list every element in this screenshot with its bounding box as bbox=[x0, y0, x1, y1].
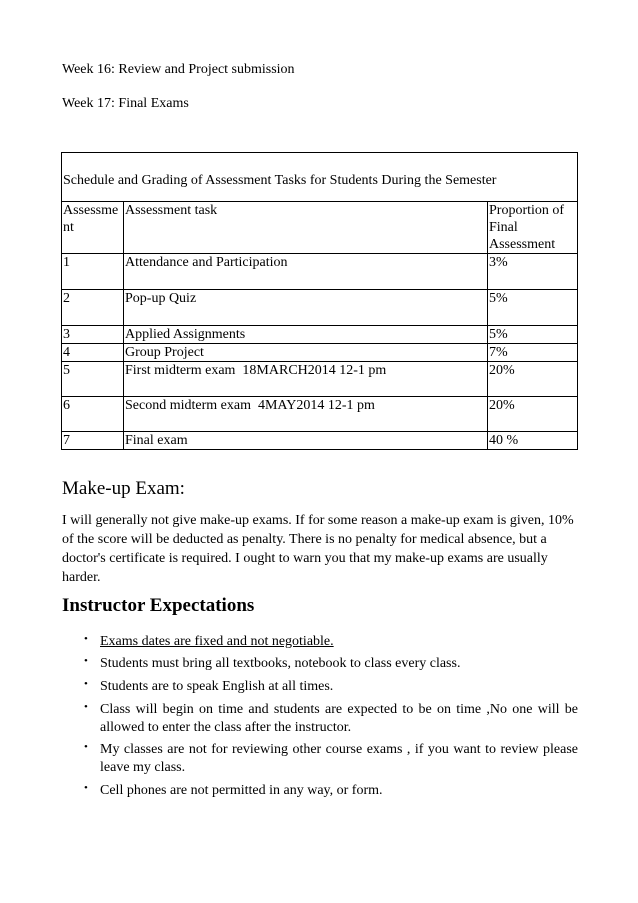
row-number: 2 bbox=[62, 290, 124, 326]
row-task: Group Project bbox=[124, 344, 488, 362]
week-16-line: Week 16: Review and Project submission bbox=[62, 62, 295, 77]
list-item bbox=[84, 741, 578, 777]
list-item bbox=[84, 655, 578, 673]
list-item bbox=[84, 678, 578, 696]
row-proportion: 3% bbox=[488, 254, 578, 290]
table-title: Schedule and Grading of Assessment Tasks for Students During the Semester bbox=[63, 172, 497, 188]
row-task: Applied Assignments bbox=[124, 326, 488, 344]
makeup-exam-heading: Make-up Exam: bbox=[62, 478, 185, 499]
table-title-row bbox=[62, 153, 578, 202]
row-task: Pop-up Quiz bbox=[124, 290, 488, 326]
table-row bbox=[62, 432, 578, 450]
bullet-icon: • bbox=[84, 782, 88, 794]
week-17-line: Week 17: Final Exams bbox=[62, 96, 189, 111]
header-proportion: Proportion of Final Assessment bbox=[488, 202, 578, 254]
bullet-icon: • bbox=[84, 741, 88, 753]
bullet-icon: • bbox=[84, 678, 88, 690]
table-title-cell bbox=[62, 153, 578, 202]
table-row bbox=[62, 344, 578, 362]
row-proportion: 7% bbox=[488, 344, 578, 362]
row-proportion: 5% bbox=[488, 290, 578, 326]
bullet-icon: • bbox=[84, 655, 88, 667]
assessment-schedule-table bbox=[61, 152, 578, 450]
table-header-row bbox=[62, 202, 578, 254]
instructor-expectations-heading: Instructor Expectations bbox=[62, 595, 255, 616]
bullet-icon: • bbox=[84, 633, 88, 645]
expectation-text: My classes are not for reviewing other course exams , if you want to review please leave my class. bbox=[100, 742, 578, 775]
table-row bbox=[62, 362, 578, 397]
bullet-icon: • bbox=[84, 701, 88, 713]
header-assessment-task: Assessment task bbox=[124, 202, 488, 254]
row-number: 4 bbox=[62, 344, 124, 362]
row-proportion: 20% bbox=[488, 397, 578, 432]
row-task: Second midterm exam 4MAY2014 12-1 pm bbox=[124, 397, 488, 432]
expectation-text: Cell phones are not permitted in any way, or form. bbox=[100, 783, 383, 798]
list-item bbox=[84, 701, 578, 737]
table-row bbox=[62, 397, 578, 432]
row-number: 5 bbox=[62, 362, 124, 397]
row-number: 3 bbox=[62, 326, 124, 344]
list-item bbox=[84, 633, 578, 651]
row-proportion: 20% bbox=[488, 362, 578, 397]
row-task: Final exam bbox=[124, 432, 488, 450]
makeup-exam-paragraph: I will generally not give make-up exams. If for some reason a make-up exam is given, 10% of the score will be deducted as penalty. There is no penalty for medical absence, but a doctor's certificate is required. I ought to warn you that my make-up exams are usually harder. bbox=[62, 513, 574, 585]
expectations-list bbox=[84, 633, 578, 800]
expectation-text: Class will begin on time and students are expected to be on time ,No one will be allowed to enter the class after the instructor. bbox=[100, 702, 578, 735]
table-row bbox=[62, 254, 578, 290]
row-task: Attendance and Participation bbox=[124, 254, 488, 290]
table-row bbox=[62, 326, 578, 344]
row-number: 1 bbox=[62, 254, 124, 290]
expectation-text: Students are to speak English at all times. bbox=[100, 679, 334, 694]
header-assessment: Assessment bbox=[62, 202, 124, 254]
list-item bbox=[84, 782, 578, 800]
row-proportion: 40 % bbox=[488, 432, 578, 450]
row-number: 7 bbox=[62, 432, 124, 450]
row-number: 6 bbox=[62, 397, 124, 432]
expectation-text: Exams dates are fixed and not negotiable. bbox=[100, 634, 334, 649]
table-row bbox=[62, 290, 578, 326]
row-proportion: 5% bbox=[488, 326, 578, 344]
expectation-text: Students must bring all textbooks, notebook to class every class. bbox=[100, 656, 461, 671]
row-task: First midterm exam 18MARCH2014 12-1 pm bbox=[124, 362, 488, 397]
